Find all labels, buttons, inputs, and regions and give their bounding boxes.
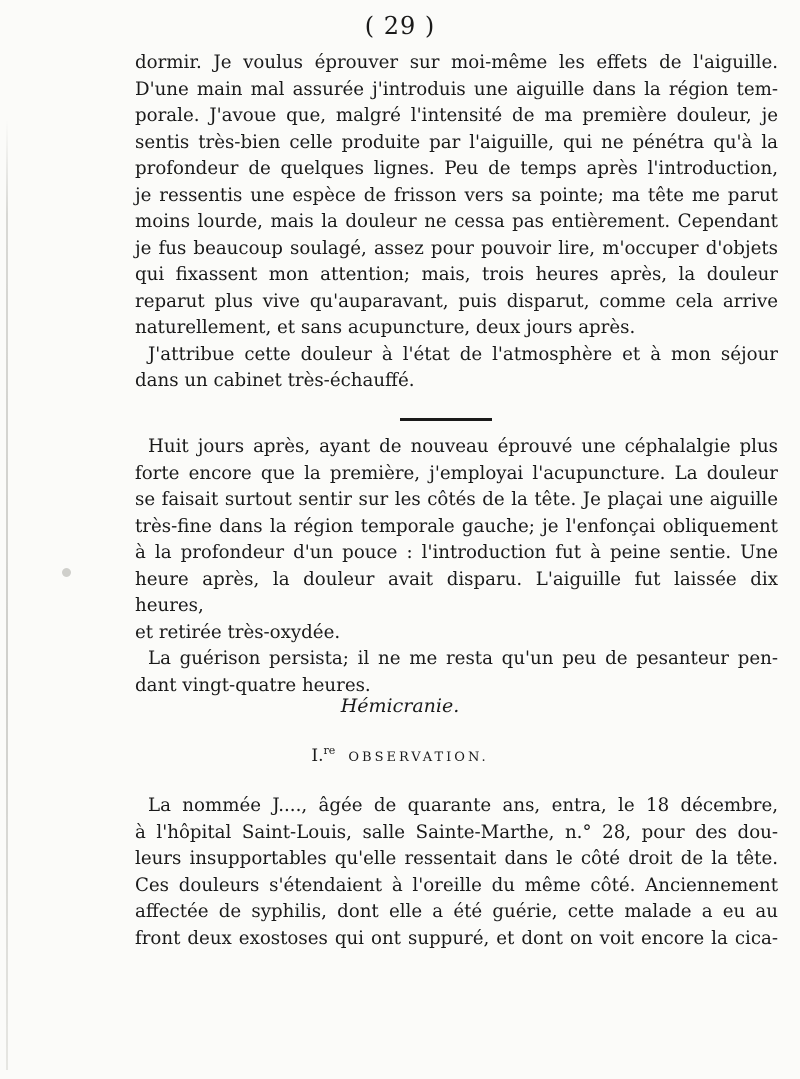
observation-superscript: re: [323, 744, 336, 757]
paragraph-cure: [135, 646, 778, 699]
text-line: reparut plus vive qu'auparavant, puis disparut, comme cela arrive: [135, 290, 778, 312]
text-line: à l'hôpital Saint-Louis, salle Sainte-Marthe, n.° 28, pour des dou-: [135, 821, 778, 843]
observation-heading: [0, 744, 800, 766]
paragraph-attribution: [135, 342, 778, 395]
text-block-self-experiment: [135, 50, 778, 395]
text-line: porale. J'avoue que, malgré l'intensité de ma première douleur, je: [135, 105, 778, 126]
page-number: ( 29 ): [364, 12, 436, 40]
observation-number: I.: [311, 746, 324, 766]
paragraph-self-experiment: [135, 50, 778, 342]
text-line: moins lourde, mais la douleur ne cessa pas entièrement. Cependant: [135, 211, 778, 232]
text-line: La nommée J...., âgée de quarante ans, entra, le 18 décembre,: [148, 795, 778, 816]
paragraph-second-headache: [135, 434, 778, 646]
text-line: Ces douleurs s'étendaient à l'oreille du même côté. Anciennement: [135, 874, 778, 896]
text-line: sentis très-bien celle produite par l'aiguille, qui ne pénétra qu'à la: [135, 131, 778, 153]
text-block-observation: [135, 793, 778, 952]
observation-label: OBSERVATION.: [348, 750, 489, 765]
paper-speck: [62, 568, 71, 577]
text-block-second-headache: [135, 434, 778, 699]
text-line: affectée de syphilis, dont elle a été guérie, cette malade a eu au: [135, 901, 778, 922]
text-line: dormir. Je voulus éprouver sur moi-même les effets de l'aiguille.: [135, 52, 778, 73]
text-line: naturellement, et sans acupuncture, deux jours après.: [135, 317, 636, 338]
text-line: profondeur de quelques lignes. Peu de temps après l'introduction,: [135, 158, 778, 179]
text-line: qui fixassent mon attention; mais, trois heures après, la douleur: [135, 264, 778, 285]
text-line: se faisait surtout sentir sur les côtés de la tête. Je plaçai une aiguille: [135, 489, 778, 510]
text-line: forte encore que la première, j'employai l'acupuncture. La douleur: [135, 462, 778, 484]
text-line: je fus beaucoup soulagé, assez pour pouvoir lire, m'occuper d'objets: [135, 237, 778, 259]
text-line: à la profondeur d'un pouce : l'introduction fut à peine sentie. Une: [135, 542, 778, 563]
text-line: dans un cabinet très-échauffé.: [135, 370, 415, 391]
paragraph-observation: [135, 793, 778, 952]
text-line: front deux exostoses qui ont suppuré, et dont on voit encore la cica-: [135, 927, 778, 949]
section-title: Hémicranie.: [340, 695, 460, 717]
text-line: dant vingt-quatre heures.: [135, 674, 371, 696]
text-line: D'une main mal assurée j'introduis une aiguille dans la région tem-: [135, 78, 778, 100]
page-edge-shadow: [6, 120, 8, 1070]
text-line: heure après, la douleur avait disparu. L'aiguille fut laissée dix heures,: [135, 568, 778, 616]
text-line: J'attribue cette douleur à l'état de l'atmosphère et à mon séjour: [148, 343, 778, 365]
text-line: très-fine dans la région temporale gauche; je l'enfonçai obliquement: [135, 515, 778, 537]
text-line: et retirée très-oxydée.: [135, 621, 341, 643]
section-divider: [400, 418, 492, 421]
text-line: leurs insupportables qu'elle ressentait dans le côté droit de la tête.: [135, 848, 778, 869]
text-line: je ressentis une espèce de frisson vers sa pointe; ma tête me parut: [135, 184, 778, 206]
text-line: Huit jours après, ayant de nouveau éprouvé une céphalalgie plus: [148, 436, 778, 457]
text-line: La guérison persista; il ne me resta qu'un peu de pesanteur pen-: [148, 648, 778, 669]
